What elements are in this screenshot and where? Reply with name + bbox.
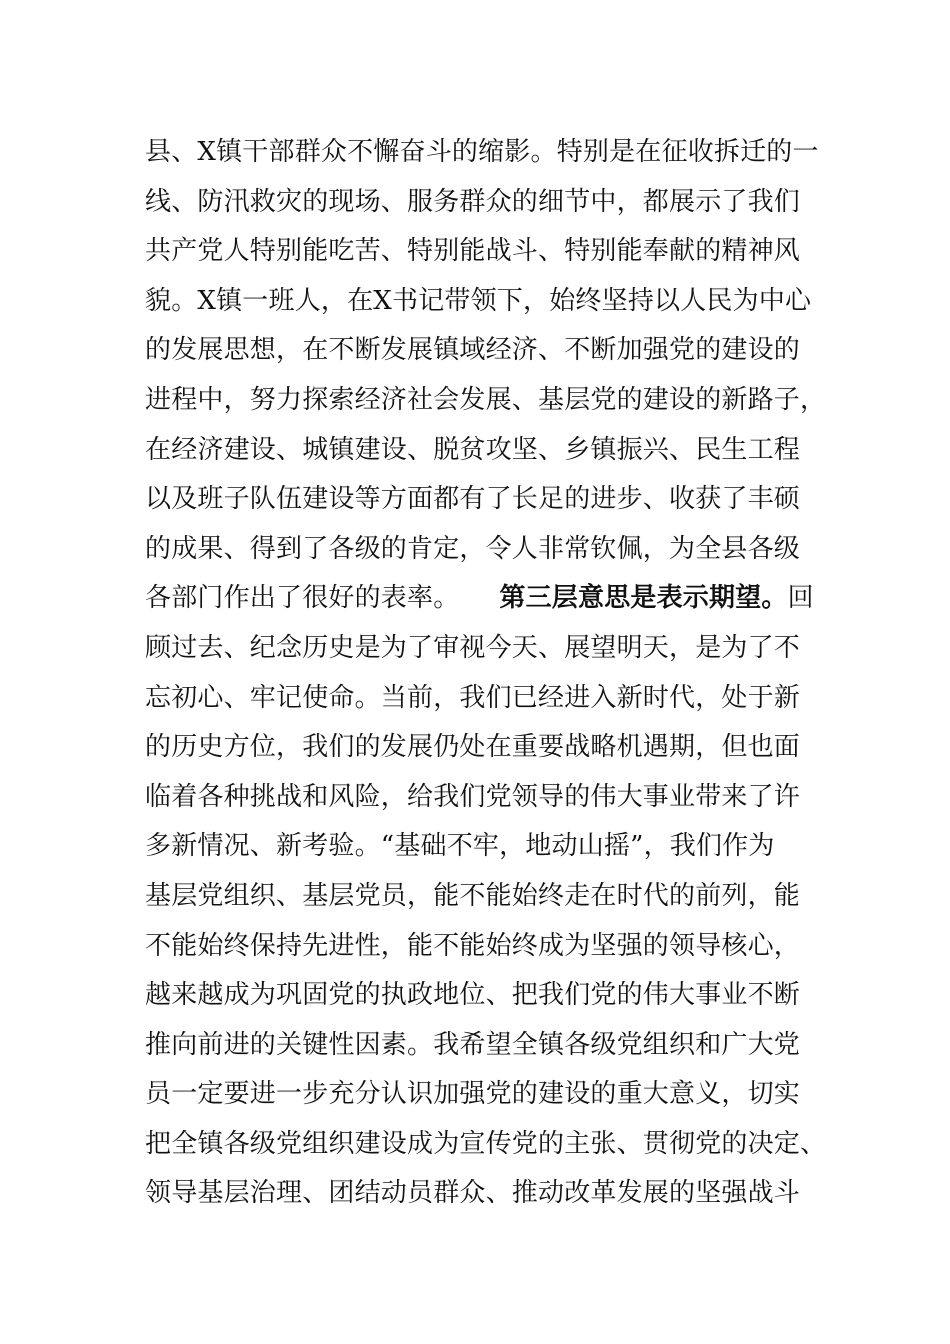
text-line: 越来越成为巩固党的执政地位、把我们党的伟大事业不断	[145, 980, 801, 1011]
text-line: 共产党人特别能吃苦、特别能战斗、特别能奉献的精神风	[145, 236, 801, 267]
text-line: 不能始终保持先进性，能不能始终成为坚强的领导核心，	[145, 930, 801, 961]
text-line: 县、X镇干部群众不懈奋斗的缩影。特别是在征收拆迁的一	[145, 137, 819, 167]
text-line: 推向前进的关键性因素。我希望全镇各级党组织和广大党	[145, 1029, 801, 1060]
text-line: 把全镇各级党组织建设成为宣传党的主张、贯彻党的决定、	[145, 1128, 827, 1159]
text-line: 多新情况、新考验。“基础不牢，地动山摇”，我们作为	[145, 831, 775, 862]
text-line: 临着各种挑战和风险，给我们党领导的伟大事业带来了许	[145, 781, 801, 812]
paragraph-end-text: 各部门作出了很好的表率。	[145, 583, 460, 614]
text-line: 的发展思想，在不断发展镇域经济、不断加强党的建设的	[145, 335, 801, 366]
text-line: 貌。X镇一班人，在X书记带领下，始终坚持以人民为中心	[145, 285, 812, 316]
text-line: 线、防汛救灾的现场、服务群众的细节中，都展示了我们	[145, 186, 801, 217]
text-line-with-heading	[145, 574, 814, 624]
text-line: 的成果、得到了各级的肯定，令人非常钦佩，为全县各级	[145, 533, 801, 564]
text-line: 领导基层治理、团结动员群众、推动改革发展的坚强战斗	[145, 1178, 801, 1209]
text-line: 忘初心、牢记使命。当前，我们已经进入新时代，处于新	[145, 682, 801, 713]
text-line: 进程中，努力探索经济社会发展、基层党的建设的新路子，	[145, 384, 827, 415]
text-line: 顾过去、纪念历史是为了审视今天、展望明天，是为了不	[145, 632, 801, 663]
text-line: 基层党组织、基层党员，能不能始终走在时代的前列，能	[145, 880, 801, 911]
text-line: 的历史方位，我们的发展仍处在重要战略机遇期，但也面	[145, 732, 801, 763]
text-line: 以及班子队伍建设等方面都有了长足的进步、收获了丰硕	[145, 484, 801, 515]
paragraph-start-text: 回	[787, 583, 814, 614]
text-line: 员一定要进一步充分认识加强党的建设的重大意义，切实	[145, 1079, 801, 1110]
text-line: 在经济建设、城镇建设、脱贫攻坚、乡镇振兴、民生工程	[145, 434, 801, 465]
body-text	[145, 128, 827, 1219]
section-heading: 第三层意思是表示期望。	[499, 583, 788, 614]
